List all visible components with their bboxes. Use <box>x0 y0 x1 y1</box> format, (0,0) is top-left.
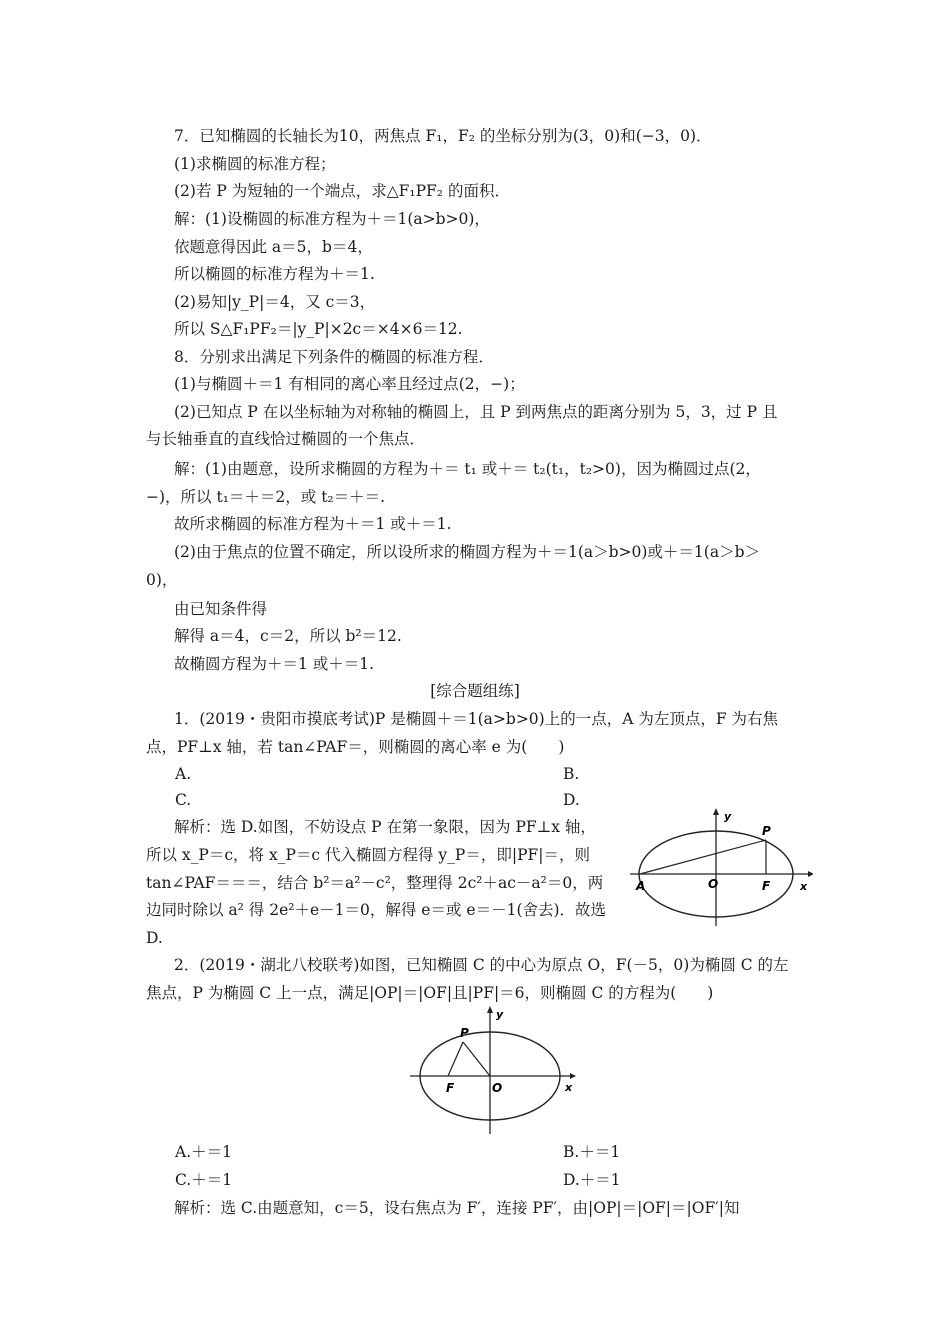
question-2-option-c: C.＋＝1 <box>175 1171 233 1189</box>
question-2-option-d: D.＋＝1 <box>563 1171 621 1189</box>
question-1-solution-5: D. <box>146 929 163 947</box>
problem-8-solution-5: 解得 a＝4，c＝2，所以 b²＝12. <box>174 627 402 645</box>
question-2-option-a: A.＋＝1 <box>175 1143 232 1161</box>
section-heading: [综合题组练] <box>430 682 520 700</box>
problem-8-solution-4: 由已知条件得 <box>174 600 268 618</box>
question-1-solution-4: 边同时除以 a² 得 2e²＋e－1＝0，解得 e＝或 e＝－1(舍去)．故选 <box>146 901 607 919</box>
label-y: y <box>496 1008 504 1021</box>
problem-8-part-2-cont: 与长轴垂直的直线恰过椭圆的一个焦点． <box>146 430 426 448</box>
y-axis-arrow-icon <box>713 808 719 815</box>
problem-7-solution-4: (2)易知|y_P|＝4，又 c＝3， <box>174 293 376 311</box>
label-P: P <box>460 1026 469 1040</box>
label-O: O <box>492 1081 503 1095</box>
label-x: x <box>800 880 808 893</box>
problem-7-solution-5: 所以 S△F₁PF₂＝|y_P|×2c＝×4×6＝12. <box>174 320 463 338</box>
label-F: F <box>762 879 771 893</box>
segment-FP <box>448 1042 463 1076</box>
segment-PO <box>463 1042 490 1076</box>
problem-8-part-1: (1)与椭圆＋＝1 有相同的离心率且经过点(2，−)； <box>174 375 525 393</box>
label-A: A <box>636 879 646 893</box>
question-1-statement-cont: 点，PF⊥x 轴，若 tan∠PAF＝，则椭圆的离心率 e 为( ) <box>146 738 565 756</box>
label-x: x <box>565 1081 573 1094</box>
question-2-statement-cont: 焦点，P 为椭圆 C 上一点，满足|OP|＝|OF|且|PF|＝6，则椭圆 C 的方程为( ) <box>146 984 714 1002</box>
question-1-option-a: A. <box>175 765 192 783</box>
problem-7-solution-3: 所以椭圆的标准方程为＋＝1. <box>174 265 375 283</box>
question-1-solution-2: 所以 x_P＝c，将 x_P＝c 代入椭圆方程得 y_P＝，即|PF|＝，则 <box>146 846 590 864</box>
question-1-solution-1: 解析：选 D.如图，不妨设点 P 在第一象限，因为 PF⊥x 轴， <box>174 818 596 836</box>
problem-8-solution-6: 故椭圆方程为＋＝1 或＋＝1. <box>174 655 375 673</box>
problem-7-statement: 7．已知椭圆的长轴长为10，两焦点 F₁，F₂ 的坐标分别为(3，0)和(−3，0)． <box>174 127 712 145</box>
ellipse-figure-1 <box>628 808 813 928</box>
question-1-option-d: D. <box>563 791 580 809</box>
problem-7-solution-2: 依题意得因此 a＝5，b＝4， <box>174 238 373 256</box>
problem-8-statement: 8．分别求出满足下列条件的椭圆的标准方程． <box>174 348 494 366</box>
ellipse-figure-2 <box>408 1004 580 1136</box>
question-1-statement: 1．(2019・贵阳市摸底考试)P 是椭圆＋＝1(a>b>0)上的一点，A 为左顶点，F 为右焦 <box>174 710 779 728</box>
problem-8-solution-3: (2)由于焦点的位置不确定，所以设所求的椭圆方程为＋＝1(a＞b>0)或＋＝1(a＞b＞ <box>174 543 760 561</box>
label-y: y <box>724 810 732 823</box>
problem-8-solution-1: 解：(1)由题意，设所求椭圆的方程为＋＝ t₁ 或＋＝ t₂(t₁，t₂>0)，因为椭圆过点(2， <box>174 460 761 478</box>
problem-7-part-2: (2)若 P 为短轴的一个端点，求△F₁PF₂ 的面积． <box>174 182 510 200</box>
problem-7-part-1: (1)求椭圆的标准方程； <box>174 155 336 173</box>
y-axis-arrow-icon <box>487 1006 493 1013</box>
problem-8-solution-2: 故所求椭圆的标准方程为＋＝1 或＋＝1. <box>174 515 452 533</box>
problem-8-solution-3-cont: 0)， <box>146 571 178 589</box>
x-axis-arrow-icon <box>808 871 813 877</box>
question-1-solution-3: tan∠PAF＝＝＝，结合 b²＝a²－c²，整理得 2c²＋ac－a²＝0，两 <box>146 874 604 892</box>
problem-8-part-2: (2)已知点 P 在以坐标轴为对称轴的椭圆上，且 P 到两焦点的距离分别为 5，3，过 P 且 <box>174 403 778 421</box>
question-1-option-c: C. <box>175 791 192 809</box>
question-2-solution-1: 解析：选 C.由题意知，c＝5，设右焦点为 F′，连接 PF′，由|OP|＝|OF|＝|OF′|知 <box>174 1199 740 1217</box>
problem-8-solution-1-cont: −)，所以 t₁＝＋＝2，或 t₂＝＋＝. <box>146 488 386 506</box>
problem-7-solution-1: 解：(1)设椭圆的标准方程为＋＝1(a>b>0)， <box>174 210 490 228</box>
label-O: O <box>708 877 719 891</box>
question-1-option-b: B. <box>563 765 580 783</box>
label-P: P <box>762 824 771 838</box>
question-2-option-b: B.＋＝1 <box>563 1143 621 1161</box>
question-2-statement: 2．(2019・湖北八校联考)如图，已知椭圆 C 的中心为原点 O，F(－5，0)为椭圆 C 的左 <box>174 956 789 974</box>
x-axis-arrow-icon <box>570 1073 576 1079</box>
label-F: F <box>446 1081 455 1095</box>
